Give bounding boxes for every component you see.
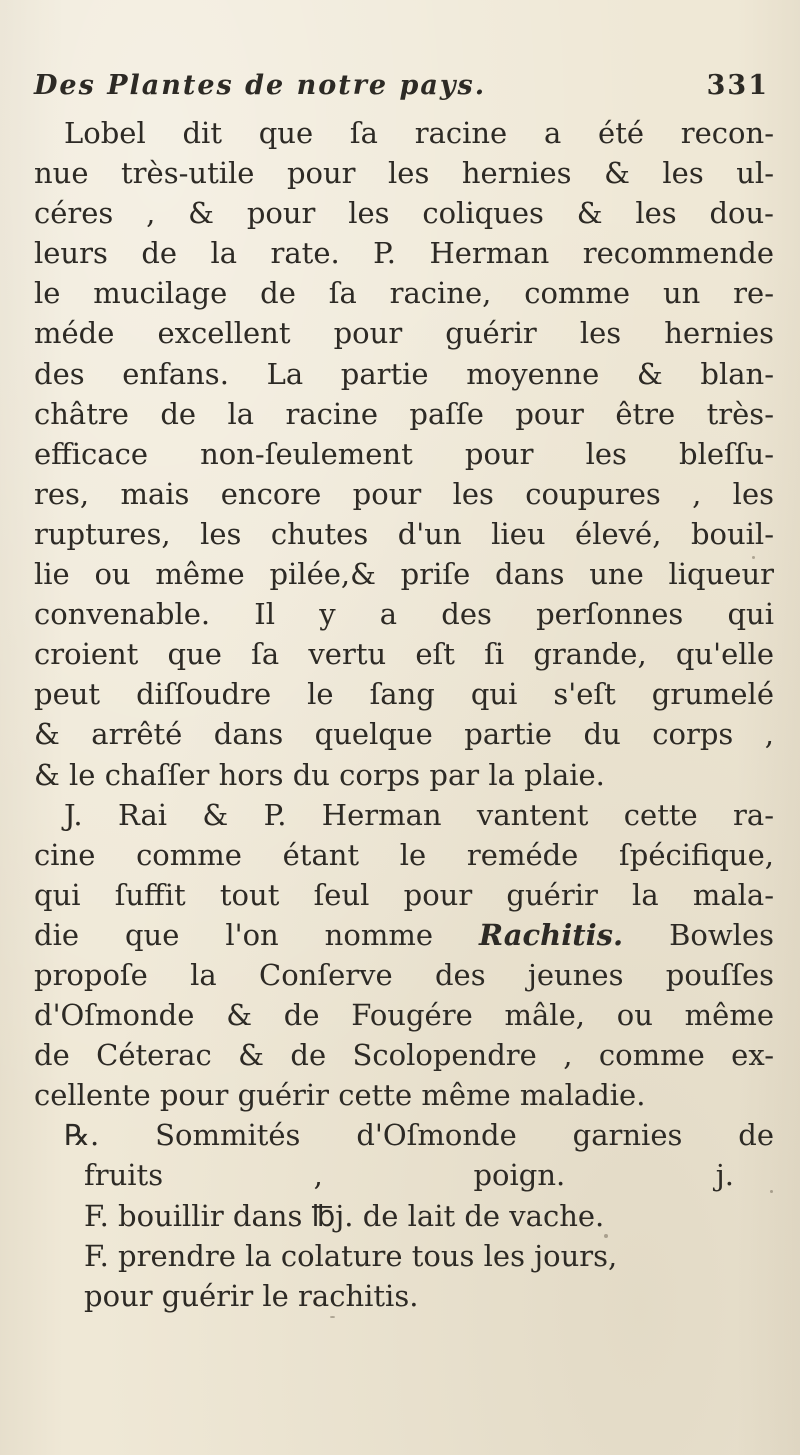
paper-speck — [330, 1316, 335, 1318]
recipe — [34, 1115, 774, 1315]
text-line: & le chaſſer hors du corps par la plaie. — [34, 757, 605, 792]
text-line: lie ou même pilée,& priſe dans une liqueur — [34, 557, 774, 592]
text-line-rachitis — [34, 915, 774, 955]
text-run: die que l'on nomme — [34, 917, 433, 952]
body-text — [34, 113, 774, 1316]
recipe-line: F. bouillir dans ℔j. de lait de vache. — [84, 1198, 605, 1233]
text-run: Bowles — [669, 917, 774, 952]
text-line: céres , & pour les coliques & les dou- — [34, 196, 774, 231]
text-line: cellente pour guérir cette même maladie. — [34, 1078, 646, 1113]
text-line: J. Rai & P. Herman vantent cette ra- — [64, 797, 774, 832]
paragraph-lobel — [34, 113, 774, 795]
text-line: peut diſſoudre le ſang qui s'eſt grumelé — [34, 677, 774, 712]
text-line: qui ſuffit tout ſeul pour guérir la mala- — [34, 877, 774, 912]
text-line: efficace non-ſeulement pour les bleſſu- — [34, 436, 774, 471]
recipe-line: pour guérir le rachitis. — [84, 1278, 419, 1313]
running-head — [34, 70, 769, 110]
text-line: Lobel dit que ſa racine a été recon- — [64, 116, 774, 150]
page-number: 331 — [706, 70, 769, 101]
recipe-line: ℞. Sommités d'Oſmonde garnies de — [64, 1118, 774, 1153]
text-line: & arrêté dans quelque partie du corps , — [34, 717, 774, 752]
recipe-line: F. prendre la colature tous les jours, — [84, 1238, 618, 1273]
text-line: convenable. Il y a des perſonnes qui — [34, 597, 774, 632]
text-line: des enfans. La partie moyenne & blan- — [34, 356, 774, 391]
text-line: propoſe la Conſerve des jeunes pouſſes — [34, 957, 774, 992]
italic-term: Rachitis. — [478, 917, 624, 952]
text-line: leurs de la rate. P. Herman recommende — [34, 236, 774, 271]
running-head-title: Des Plantes de notre pays. — [34, 70, 487, 101]
paragraph-rai-herman — [34, 795, 774, 1116]
text-line: ruptures, les chutes d'un lieu élevé, bouil- — [34, 516, 774, 551]
text-line: nue très-utile pour les hernies & les ul- — [34, 156, 774, 191]
text-line: res, mais encore pour les coupures , les — [34, 476, 774, 511]
paper-speck — [770, 1190, 773, 1193]
text-line: cine comme étant le reméde ſpécifique, — [34, 837, 774, 872]
text-line: d'Oſmonde & de Fougére mâle, ou même — [34, 998, 774, 1033]
recipe-ingredient: fruits , — [84, 1158, 323, 1193]
text-line: méde excellent pour guérir les hernies — [34, 316, 774, 351]
paper-speck — [752, 556, 755, 559]
recipe-dose: poign. j. — [473, 1158, 735, 1193]
text-line: croient que ſa vertu eſt ſi grande, qu'elle — [34, 637, 774, 672]
text-line: de Céterac & de Scolopendre , comme ex- — [34, 1038, 774, 1073]
text-line: le mucilage de ſa racine, comme un re- — [34, 276, 774, 311]
paper-speck — [604, 1234, 608, 1238]
recipe-line-dose — [34, 1155, 774, 1195]
text-line: châtre de la racine paſſe pour être très- — [34, 396, 774, 431]
